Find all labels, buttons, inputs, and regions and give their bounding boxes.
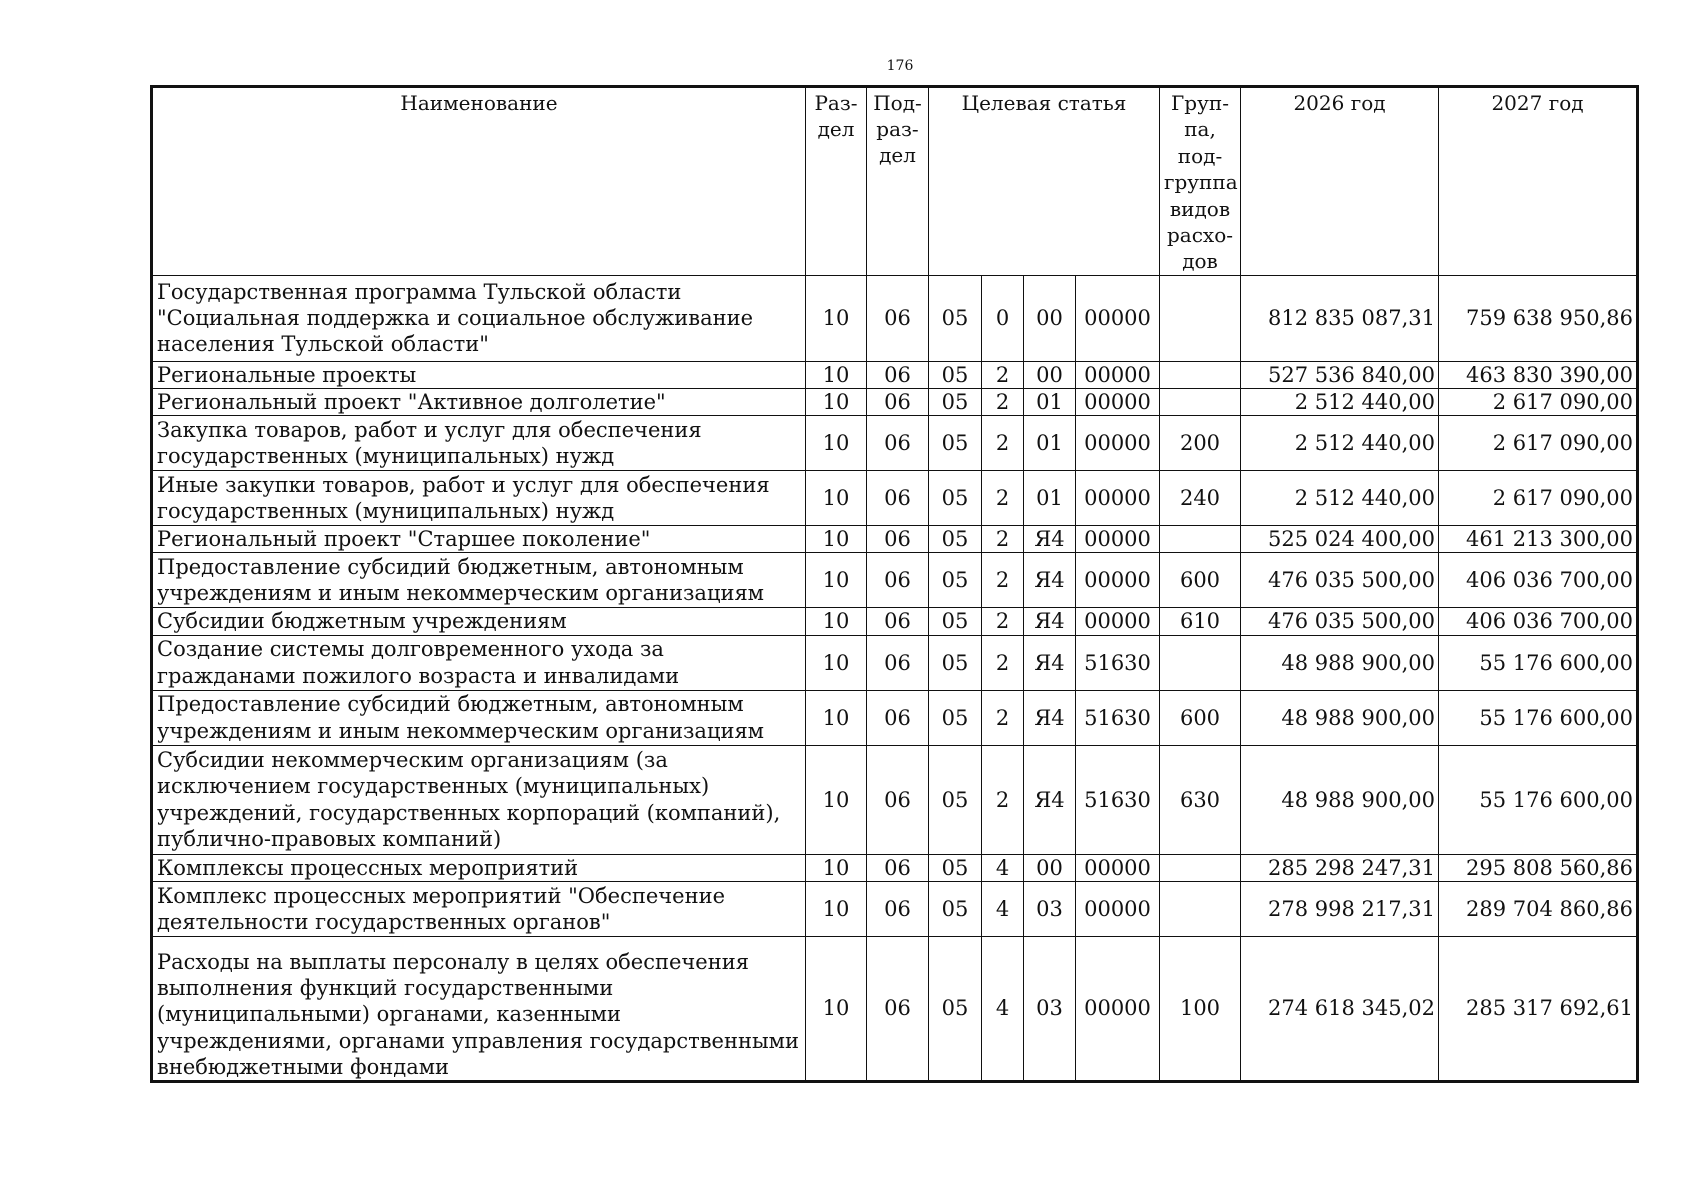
row-target-program: 05 <box>929 881 982 936</box>
row-amount-2026: 278 998 217,31 <box>1241 881 1439 936</box>
row-amount-2026: 525 024 400,00 <box>1241 526 1439 553</box>
table-row <box>152 388 1638 415</box>
row-amount-2026: 476 035 500,00 <box>1241 553 1439 608</box>
row-target-structure: Я4 <box>1024 553 1076 608</box>
row-target-structure: Я4 <box>1024 690 1076 745</box>
row-subsection: 06 <box>867 275 929 361</box>
row-section: 10 <box>806 881 867 936</box>
row-amount-2027: 55 176 600,00 <box>1439 635 1638 690</box>
row-target-structure: Я4 <box>1024 608 1076 635</box>
row-target-structure: 00 <box>1024 854 1076 881</box>
row-expense-group: 630 <box>1160 745 1241 854</box>
row-amount-2027: 2 617 090,00 <box>1439 471 1638 526</box>
row-expense-group <box>1160 854 1241 881</box>
table-row <box>152 471 1638 526</box>
row-name: Закупка товаров, работ и услуг для обеспечения государственных (муниципальных) нужд <box>152 416 806 471</box>
row-subsection: 06 <box>867 690 929 745</box>
row-target-structure: 00 <box>1024 361 1076 388</box>
page-number: 176 <box>886 58 914 74</box>
row-target-structure: 01 <box>1024 388 1076 415</box>
row-amount-2027: 463 830 390,00 <box>1439 361 1638 388</box>
row-section: 10 <box>806 854 867 881</box>
row-amount-2027: 289 704 860,86 <box>1439 881 1638 936</box>
row-name: Субсидии некоммерческим организациям (за исключением государственных (муниципальных) учреждений, государственных корпораций (компаний), публично-правовых компаний) <box>152 745 806 854</box>
row-section: 10 <box>806 416 867 471</box>
header-year-2027: 2027 год <box>1439 87 1638 276</box>
row-name: Региональный проект "Активное долголетие" <box>152 388 806 415</box>
row-amount-2026: 285 298 247,31 <box>1241 854 1439 881</box>
row-target-direction: 00000 <box>1076 608 1160 635</box>
row-subsection: 06 <box>867 936 929 1081</box>
row-expense-group: 240 <box>1160 471 1241 526</box>
row-target-structure: 01 <box>1024 416 1076 471</box>
row-target-structure: 03 <box>1024 881 1076 936</box>
row-target-structure: Я4 <box>1024 745 1076 854</box>
row-name: Региональный проект "Старшее поколение" <box>152 526 806 553</box>
row-target-direction: 00000 <box>1076 526 1160 553</box>
row-subsection: 06 <box>867 526 929 553</box>
row-target-program: 05 <box>929 361 982 388</box>
row-target-direction: 51630 <box>1076 635 1160 690</box>
row-amount-2027: 2 617 090,00 <box>1439 416 1638 471</box>
row-expense-group: 100 <box>1160 936 1241 1081</box>
row-name: Комплекс процессных мероприятий "Обеспечение деятельности государственных органов" <box>152 881 806 936</box>
row-amount-2026: 2 512 440,00 <box>1241 416 1439 471</box>
row-target-type: 4 <box>982 881 1024 936</box>
row-name: Создание системы долговременного ухода за гражданами пожилого возраста и инвалидами <box>152 635 806 690</box>
row-subsection: 06 <box>867 854 929 881</box>
row-target-type: 4 <box>982 854 1024 881</box>
row-target-program: 05 <box>929 690 982 745</box>
row-amount-2026: 48 988 900,00 <box>1241 635 1439 690</box>
row-expense-group <box>1160 275 1241 361</box>
header-subsection: Под- раз- дел <box>867 87 929 276</box>
row-name: Иные закупки товаров, работ и услуг для обеспечения государственных (муниципальных) нужд <box>152 471 806 526</box>
row-name: Предоставление субсидий бюджетным, автономным учреждениям и иным некоммерческим организациям <box>152 690 806 745</box>
row-target-structure: 00 <box>1024 275 1076 361</box>
row-target-structure: 03 <box>1024 936 1076 1081</box>
table-row <box>152 936 1638 1081</box>
row-target-direction: 00000 <box>1076 388 1160 415</box>
row-target-type: 2 <box>982 388 1024 415</box>
header-year-2026: 2026 год <box>1241 87 1439 276</box>
row-target-type: 2 <box>982 745 1024 854</box>
row-target-program: 05 <box>929 471 982 526</box>
row-section: 10 <box>806 745 867 854</box>
table-row <box>152 854 1638 881</box>
row-target-direction: 51630 <box>1076 745 1160 854</box>
row-section: 10 <box>806 553 867 608</box>
row-expense-group <box>1160 881 1241 936</box>
row-target-type: 4 <box>982 936 1024 1081</box>
row-amount-2027: 759 638 950,86 <box>1439 275 1638 361</box>
row-expense-group <box>1160 635 1241 690</box>
row-amount-2026: 812 835 087,31 <box>1241 275 1439 361</box>
row-amount-2027: 406 036 700,00 <box>1439 608 1638 635</box>
row-target-type: 0 <box>982 275 1024 361</box>
row-section: 10 <box>806 635 867 690</box>
row-section: 10 <box>806 388 867 415</box>
row-target-direction: 00000 <box>1076 553 1160 608</box>
row-section: 10 <box>806 526 867 553</box>
row-amount-2027: 295 808 560,86 <box>1439 854 1638 881</box>
table-row <box>152 690 1638 745</box>
row-amount-2027: 55 176 600,00 <box>1439 745 1638 854</box>
row-target-direction: 00000 <box>1076 275 1160 361</box>
row-section: 10 <box>806 690 867 745</box>
row-section: 10 <box>806 608 867 635</box>
row-subsection: 06 <box>867 745 929 854</box>
row-target-direction: 00000 <box>1076 361 1160 388</box>
row-name: Комплексы процессных мероприятий <box>152 854 806 881</box>
row-target-type: 2 <box>982 361 1024 388</box>
row-expense-group <box>1160 388 1241 415</box>
row-target-direction: 00000 <box>1076 416 1160 471</box>
row-subsection: 06 <box>867 388 929 415</box>
row-amount-2026: 48 988 900,00 <box>1241 745 1439 854</box>
table-body <box>152 275 1638 1082</box>
row-amount-2026: 476 035 500,00 <box>1241 608 1439 635</box>
table-row <box>152 608 1638 635</box>
row-target-program: 05 <box>929 635 982 690</box>
table-row <box>152 745 1638 854</box>
row-amount-2027: 285 317 692,61 <box>1439 936 1638 1081</box>
row-expense-group <box>1160 526 1241 553</box>
row-subsection: 06 <box>867 553 929 608</box>
row-target-type: 2 <box>982 690 1024 745</box>
budget-table <box>150 85 1639 1083</box>
row-amount-2026: 274 618 345,02 <box>1241 936 1439 1081</box>
header-target-article: Целевая статья <box>929 87 1160 276</box>
row-section: 10 <box>806 936 867 1081</box>
row-target-program: 05 <box>929 416 982 471</box>
table-row <box>152 275 1638 361</box>
header-expense-group: Груп- па, под- группа видов расхо- дов <box>1160 87 1241 276</box>
row-amount-2027: 2 617 090,00 <box>1439 388 1638 415</box>
row-target-program: 05 <box>929 608 982 635</box>
row-name: Субсидии бюджетным учреждениям <box>152 608 806 635</box>
row-name: Расходы на выплаты персоналу в целях обеспечения выполнения функций государственными (муниципальными) органами, казенными учреждениями, органами управления государственными внебюджетными фондами <box>152 936 806 1081</box>
row-target-direction: 51630 <box>1076 690 1160 745</box>
table-header-row <box>152 87 1638 276</box>
row-subsection: 06 <box>867 635 929 690</box>
row-target-direction: 00000 <box>1076 881 1160 936</box>
row-name: Государственная программа Тульской области "Социальная поддержка и социальное обслуживание населения Тульской области" <box>152 275 806 361</box>
row-amount-2027: 55 176 600,00 <box>1439 690 1638 745</box>
row-amount-2027: 461 213 300,00 <box>1439 526 1638 553</box>
table-row <box>152 635 1638 690</box>
row-target-program: 05 <box>929 553 982 608</box>
row-name: Региональные проекты <box>152 361 806 388</box>
row-subsection: 06 <box>867 471 929 526</box>
row-amount-2026: 2 512 440,00 <box>1241 388 1439 415</box>
row-subsection: 06 <box>867 881 929 936</box>
table-row <box>152 553 1638 608</box>
table-row <box>152 361 1638 388</box>
row-section: 10 <box>806 275 867 361</box>
row-target-type: 2 <box>982 526 1024 553</box>
row-name: Предоставление субсидий бюджетным, автономным учреждениям и иным некоммерческим организациям <box>152 553 806 608</box>
row-target-type: 2 <box>982 471 1024 526</box>
row-target-program: 05 <box>929 275 982 361</box>
row-target-direction: 00000 <box>1076 936 1160 1081</box>
row-expense-group <box>1160 361 1241 388</box>
row-amount-2026: 2 512 440,00 <box>1241 471 1439 526</box>
row-subsection: 06 <box>867 608 929 635</box>
row-target-structure: 01 <box>1024 471 1076 526</box>
row-target-type: 2 <box>982 635 1024 690</box>
header-section: Раз- дел <box>806 87 867 276</box>
row-target-type: 2 <box>982 608 1024 635</box>
row-section: 10 <box>806 471 867 526</box>
row-target-structure: Я4 <box>1024 635 1076 690</box>
row-section: 10 <box>806 361 867 388</box>
header-name: Наименование <box>152 87 806 276</box>
table-row <box>152 881 1638 936</box>
row-expense-group: 600 <box>1160 553 1241 608</box>
table-row <box>152 526 1638 553</box>
row-target-program: 05 <box>929 526 982 553</box>
row-target-direction: 00000 <box>1076 854 1160 881</box>
row-target-program: 05 <box>929 388 982 415</box>
row-target-direction: 00000 <box>1076 471 1160 526</box>
row-target-program: 05 <box>929 745 982 854</box>
row-target-program: 05 <box>929 854 982 881</box>
row-target-type: 2 <box>982 416 1024 471</box>
row-target-type: 2 <box>982 553 1024 608</box>
row-subsection: 06 <box>867 361 929 388</box>
row-amount-2027: 406 036 700,00 <box>1439 553 1638 608</box>
row-amount-2026: 527 536 840,00 <box>1241 361 1439 388</box>
row-expense-group: 600 <box>1160 690 1241 745</box>
row-subsection: 06 <box>867 416 929 471</box>
row-expense-group: 200 <box>1160 416 1241 471</box>
row-target-program: 05 <box>929 936 982 1081</box>
row-target-structure: Я4 <box>1024 526 1076 553</box>
row-expense-group: 610 <box>1160 608 1241 635</box>
table-row <box>152 416 1638 471</box>
row-amount-2026: 48 988 900,00 <box>1241 690 1439 745</box>
